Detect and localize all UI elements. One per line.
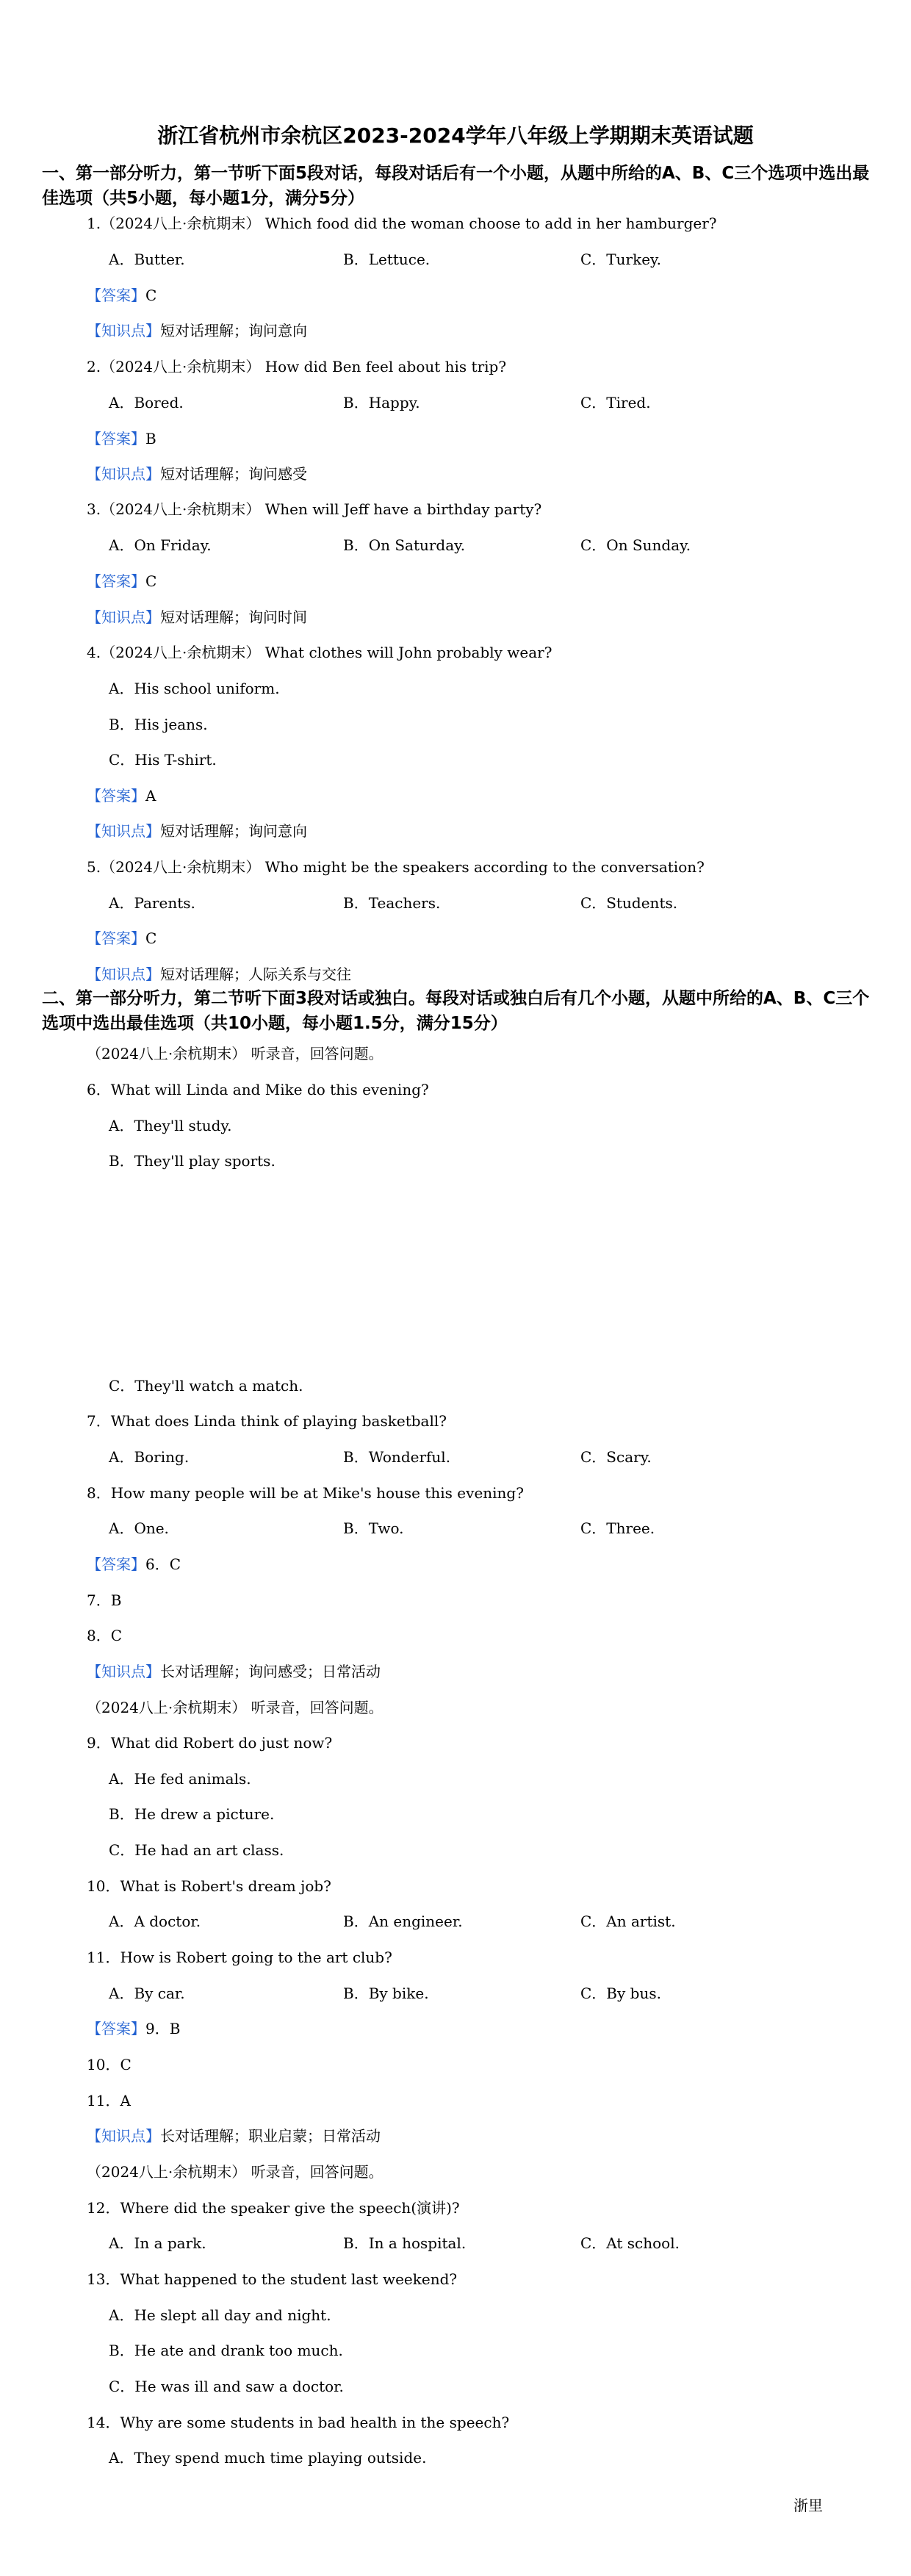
knowledge-tag: 【知识点】 <box>87 608 160 626</box>
question-11-stem: 11．How is Robert going to the art club? <box>87 1949 392 1966</box>
answer-tag: 【答案】 <box>87 572 145 590</box>
question-10-option-b: B．An engineer. <box>343 1913 463 1930</box>
question-4-option-b: B．His jeans. <box>109 716 208 733</box>
question-3-option-a: A．On Friday. <box>109 536 212 554</box>
answer-value: 9．B <box>145 2020 181 2037</box>
question-5-stem: 5.（2024八上·余杭期末） Who might be the speakers according to the conversation? <box>87 858 705 876</box>
question-3-knowledge <box>87 608 307 627</box>
question-3-stem: 3.（2024八上·余杭期末） When will Jeff have a birthday party? <box>87 500 542 518</box>
question-1-option-a: A．Butter. <box>109 251 185 268</box>
answers-9-11-line-1 <box>87 2019 180 2038</box>
answers-9-11-line-3: 11．A <box>87 2092 131 2109</box>
question-11-option-b: B．By bike. <box>343 1985 429 2002</box>
question-7-option-a: A．Boring. <box>109 1448 190 1466</box>
question-2-option-a: A．Bored. <box>109 394 184 411</box>
question-4-stem: 4.（2024八上·余杭期末） What clothes will John probably wear? <box>87 644 552 661</box>
question-1-option-b: B．Lettuce. <box>343 251 431 268</box>
question-2-option-c: C．Tired. <box>580 394 651 411</box>
question-11-option-a: A．By car. <box>109 1985 185 2002</box>
question-5-option-a: A．Parents. <box>109 894 195 912</box>
question-8-option-c: C．Three. <box>580 1519 655 1537</box>
page-footer: 浙里 <box>793 2497 823 2514</box>
answer-tag: 【答案】 <box>87 430 145 447</box>
question-6-option-c: C．They'll watch a match. <box>109 1377 303 1395</box>
question-7-stem: 7．What does Linda think of playing basketball? <box>87 1412 447 1430</box>
answers-6-8-line-1 <box>87 1555 181 1574</box>
question-5-option-c: C．Students. <box>580 894 678 912</box>
knowledge-tag: 【知识点】 <box>87 2127 160 2145</box>
question-3-option-b: B．On Saturday. <box>343 536 466 554</box>
question-5-answer <box>87 929 156 948</box>
question-13-stem: 13．What happened to the student last weekend? <box>87 2270 458 2288</box>
answer-tag: 【答案】 <box>87 2020 145 2037</box>
question-13-option-a: A．He slept all day and night. <box>109 2306 331 2324</box>
answer-value: C <box>145 929 157 947</box>
question-9-option-b: B．He drew a picture. <box>109 1805 275 1823</box>
question-5-option-b: B．Teachers. <box>343 894 441 912</box>
question-4-option-a: A．His school uniform. <box>109 680 280 697</box>
knowledge-tag: 【知识点】 <box>87 965 160 983</box>
question-9-option-a: A．He fed animals. <box>109 1770 251 1788</box>
question-3-answer <box>87 572 156 591</box>
answer-value: A <box>145 787 156 805</box>
listening-intro-3: （2024八上·余杭期末） 听录音，回答问题。 <box>87 2163 384 2181</box>
question-9-option-c: C．He had an art class. <box>109 1841 284 1859</box>
question-6-stem: 6．What will Linda and Mike do this evening? <box>87 1081 429 1098</box>
section-1-heading: 一、第一部分听力，第一节听下面5段对话，每段对话后有一个小题，从题中所给的A、B、C三个选项中选出最佳选项（共5小题，每小题1分，满分5分） <box>42 164 870 208</box>
answer-tag: 【答案】 <box>87 287 145 304</box>
question-9-stem: 9．What did Robert do just now? <box>87 1734 333 1752</box>
question-12-option-a: A．In a park. <box>109 2234 206 2252</box>
question-4-option-c: C．His T-shirt. <box>109 751 217 769</box>
knowledge-tag: 【知识点】 <box>87 822 160 840</box>
question-6-option-a: A．They'll study. <box>109 1117 232 1134</box>
question-8-option-b: B．Two. <box>343 1519 404 1537</box>
knowledge-value: 长对话理解；职业启蒙；日常活动 <box>160 2127 381 2145</box>
question-1-answer <box>87 286 156 305</box>
answers-6-8-knowledge <box>87 1662 381 1681</box>
question-13-option-b: B．He ate and drank too much. <box>109 2342 343 2359</box>
question-4-answer <box>87 786 156 805</box>
answer-tag: 【答案】 <box>87 1555 145 1573</box>
knowledge-value: 短对话理解；人际关系与交往 <box>160 965 351 983</box>
question-5-knowledge <box>87 965 351 984</box>
question-3-option-c: C．On Sunday. <box>580 536 691 554</box>
question-2-stem: 2.（2024八上·余杭期末） How did Ben feel about his trip? <box>87 358 507 375</box>
knowledge-value: 长对话理解；询问感受；日常活动 <box>160 1663 381 1680</box>
question-7-option-b: B．Wonderful. <box>343 1448 451 1466</box>
section-2-heading: 二、第一部分听力，第二节听下面3段对话或独白。每段对话或独白后有几个小题，从题中所给的A、B、C三个选项中选出最佳选项（共10小题，每小题1.5分，满分15分） <box>42 989 870 1033</box>
knowledge-value: 短对话理解；询问意向 <box>160 822 307 840</box>
question-12-option-c: C．At school. <box>580 2234 680 2252</box>
answers-6-8-line-2: 7．B <box>87 1591 122 1609</box>
answers-6-8-line-3: 8．C <box>87 1627 123 1644</box>
answer-tag: 【答案】 <box>87 929 145 947</box>
answer-value: C <box>145 572 157 590</box>
question-2-answer <box>87 429 156 448</box>
question-4-knowledge <box>87 821 307 841</box>
question-1-option-c: C．Turkey. <box>580 251 662 268</box>
answers-9-11-line-2: 10．C <box>87 2056 132 2073</box>
question-10-option-a: A．A doctor. <box>109 1913 201 1930</box>
answers-9-11-knowledge <box>87 2126 381 2145</box>
question-8-stem: 8．How many people will be at Mike's house this evening? <box>87 1484 524 1502</box>
knowledge-tag: 【知识点】 <box>87 1663 160 1680</box>
answer-value: C <box>145 287 157 304</box>
knowledge-value: 短对话理解；询问意向 <box>160 322 307 339</box>
page-title: 浙江省杭州市余杭区2023-2024学年八年级上学期期末英语试题 <box>157 123 754 148</box>
answer-value: 6．C <box>145 1555 181 1573</box>
question-1-knowledge <box>87 321 307 340</box>
question-11-option-c: C．By bus. <box>580 1985 661 2002</box>
question-12-stem: 12．Where did the speaker give the speech(演讲)? <box>87 2199 460 2217</box>
listening-intro-1: （2024八上·余杭期末） 听录音，回答问题。 <box>87 1045 384 1062</box>
question-14-stem: 14．Why are some students in bad health in the speech? <box>87 2414 510 2431</box>
question-10-option-c: C．An artist. <box>580 1913 676 1930</box>
answer-value: B <box>145 430 156 447</box>
listening-intro-2: （2024八上·余杭期末） 听录音，回答问题。 <box>87 1699 384 1716</box>
knowledge-tag: 【知识点】 <box>87 465 160 483</box>
knowledge-tag: 【知识点】 <box>87 322 160 339</box>
question-12-option-b: B．In a hospital. <box>343 2234 467 2252</box>
question-14-option-a: A．They spend much time playing outside. <box>109 2449 427 2467</box>
question-6-option-b: B．They'll play sports. <box>109 1152 276 1170</box>
question-7-option-c: C．Scary. <box>580 1448 652 1466</box>
question-1-stem: 1.（2024八上·余杭期末） Which food did the woman choose to add in her hamburger? <box>87 215 717 232</box>
question-8-option-a: A．One. <box>109 1519 169 1537</box>
question-2-option-b: B．Happy. <box>343 394 420 411</box>
question-10-stem: 10．What is Robert's dream job? <box>87 1877 331 1895</box>
knowledge-value: 短对话理解；询问时间 <box>160 608 307 626</box>
answer-tag: 【答案】 <box>87 787 145 805</box>
question-2-knowledge <box>87 464 307 483</box>
question-13-option-c: C．He was ill and saw a doctor. <box>109 2378 344 2395</box>
knowledge-value: 短对话理解；询问感受 <box>160 465 307 483</box>
